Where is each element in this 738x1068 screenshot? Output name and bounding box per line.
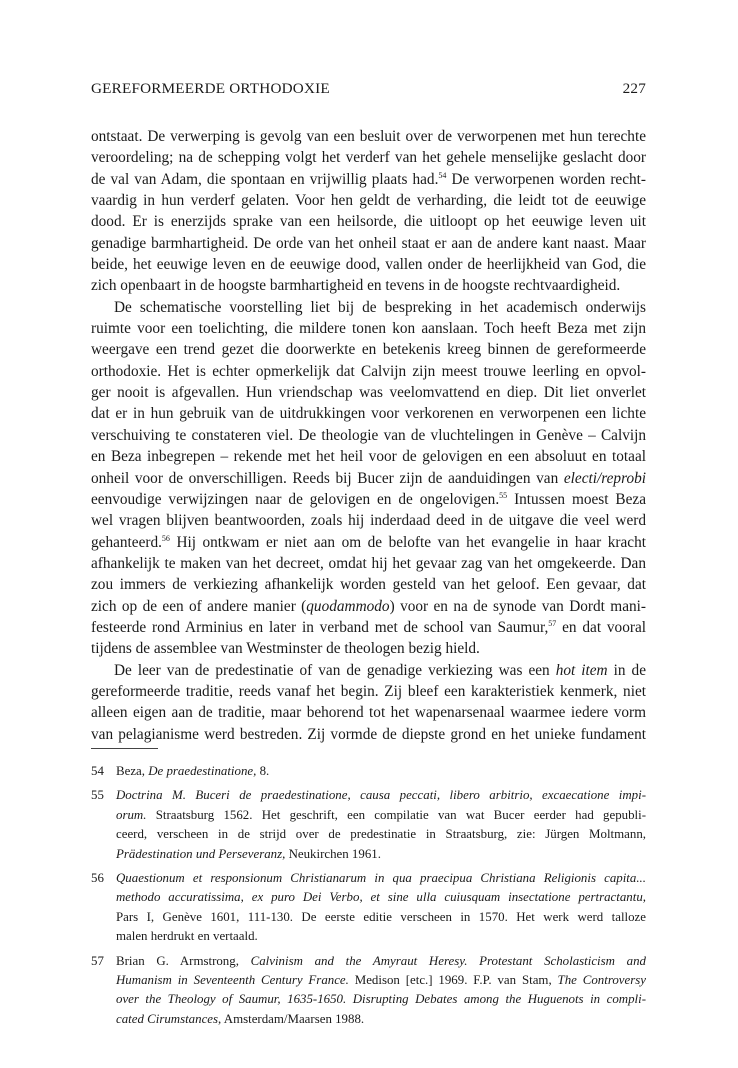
footnote-number: 56 xyxy=(91,870,104,885)
text-line xyxy=(91,553,646,574)
footnote-57 xyxy=(91,952,646,1030)
text-line xyxy=(91,681,646,702)
footnote-ref: 56 xyxy=(161,533,170,543)
text-run: verschuiving te constateren viel. De theologie van de vluchtelingen in Genève – Calvijn xyxy=(91,426,646,444)
text-run: wel vragen blijven beantwoorden, zoals hij inderdaad deed in de uitgave die veel werd xyxy=(91,512,646,530)
footnote-separator xyxy=(91,748,158,749)
text-run: van pelagianisme werd bestreden. Zij vormde de diepste grond en het unieke fundament xyxy=(91,725,646,743)
text-line xyxy=(91,446,646,467)
italic-text: over the Theology of Saumur, 1635-1650. Disrupting Debates among the Huguenots in compli- xyxy=(116,992,646,1007)
text-run: zou immers de verkiezing afhankelijk worden gesteld van het geloof. Een gevaar, dat xyxy=(91,576,646,594)
footnote-ref: 55 xyxy=(499,490,508,500)
text-run: Hij ontkwam er niet aan om de belofte van het evangelie in haar kracht xyxy=(169,533,646,551)
text-line xyxy=(91,468,646,489)
text-line xyxy=(91,660,646,681)
text-run: Medison [etc.] 1969. F.P. van Stam, xyxy=(348,972,558,987)
text-run: gereformeerde traditie, reeds vanaf het begin. Zij bleef een karakteristiek kenmerk, niet xyxy=(91,682,646,700)
footnote-line xyxy=(116,825,646,844)
footnote-line xyxy=(116,927,646,946)
text-line xyxy=(91,233,646,254)
footnote-line xyxy=(116,786,646,805)
italic-text: hot item xyxy=(555,661,608,679)
text-run: ger nooit is afgevallen. Hun vriendschap was veelomvattend en diep. Dit liet onverlet xyxy=(91,384,646,402)
paragraph xyxy=(91,660,646,745)
text-run: en dat vooral xyxy=(556,618,646,636)
text-run: Intussen moest Beza xyxy=(507,490,646,508)
footnote-text xyxy=(116,786,646,864)
text-line xyxy=(91,190,646,211)
text-run: zich openbaart in de hoogste barmhartigheid en tevens in de hoogste rechtvaardigheid. xyxy=(91,277,621,295)
paragraph xyxy=(91,297,646,660)
italic-text: Humanism in Seventeenth Century France. xyxy=(116,972,349,987)
text-run: ontstaat. De verwerping is gevolg van een besluit over de verworpenen met hun terechte xyxy=(91,128,646,145)
italic-text: Doctrina M. Buceri de praedestinatione, causa peccati, libero arbitrio, excaecatione impi- xyxy=(116,788,646,803)
italic-text: orum. xyxy=(116,807,147,822)
italic-text: methodo accuratissima, ex puro Dei Verbo, et sine ulla cuiusquam insectatione pertractantu, xyxy=(116,890,646,905)
text-run: malen herdrukt en vertaald. xyxy=(116,929,258,944)
text-line xyxy=(91,489,646,510)
text-run: eenvoudige verwijzingen naar de gelovigen en de ongelovigen. xyxy=(91,490,500,508)
running-title: GEREFORMEERDE ORTHODOXIE xyxy=(91,80,330,97)
text-line xyxy=(91,382,646,403)
text-run: 8. xyxy=(256,764,270,778)
footnote-ref: 57 xyxy=(548,618,557,628)
footnote-55 xyxy=(91,786,646,864)
footnote-56 xyxy=(91,869,646,947)
text-run: en Beza inbegrepen – rekende met het heil voor de gelovigen en een absoluut en totaal xyxy=(91,448,646,466)
text-run: de val van Adam, die spontaan en vrijwillig plaats had. xyxy=(91,170,439,188)
paragraph xyxy=(91,126,646,297)
footnotes xyxy=(91,762,646,1034)
footnote-line xyxy=(116,806,646,825)
text-line xyxy=(91,617,646,638)
text-run: Brian G. Armstrong, xyxy=(116,953,251,968)
italic-text: electi/reprobi xyxy=(563,469,646,487)
text-line xyxy=(91,211,646,232)
footnote-line xyxy=(116,888,646,907)
text-line xyxy=(91,318,646,339)
text-run: dat er in hun gebruik van de uitdrukkingen voor verkorenen en verworpenen een lichte xyxy=(91,405,646,423)
italic-text: Prädestination und Perseveranz, xyxy=(116,846,286,861)
footnote-line xyxy=(116,990,646,1009)
footnote-line xyxy=(116,1010,646,1029)
footnote-text xyxy=(116,869,646,947)
text-line xyxy=(91,510,646,531)
footnote-number: 54 xyxy=(91,764,104,778)
text-line xyxy=(91,147,646,168)
text-run: orthodoxie. Het is echter opmerkelijk dat Calvijn zijn meest trouwe leerling en opvol- xyxy=(91,362,646,380)
text-run: afhankelijk te maken van het decreet, omdat hij het gevaar zag van het omgekeerde. Dan xyxy=(91,554,646,572)
text-line xyxy=(91,297,646,318)
text-run: Straatsburg 1562. Het geschrift, een compilatie van wat Bucer eerder had gepubli- xyxy=(146,807,646,822)
text-run: gehanteerd. xyxy=(91,533,162,551)
text-run: veroordeling; na de schepping volgt het verderf van het gehele menselijke geslacht door xyxy=(91,149,646,167)
footnote-number: 57 xyxy=(91,953,104,968)
text-line xyxy=(91,702,646,723)
text-run: ceerd, verscheen in de strijd over de predestinatie in Straatsburg, zie: Jürgen Moltmann, xyxy=(116,827,646,842)
text-run: ruimte voor een toelichting, die mildere tonen kon aanslaan. Toch heeft Beza met zijn xyxy=(91,320,646,338)
footnote-line xyxy=(116,762,646,781)
footnote-line xyxy=(116,908,646,927)
text-run: zich op de een of andere manier ( xyxy=(91,597,307,615)
text-run: Neukirchen 1961. xyxy=(285,846,381,861)
footnote-ref: 54 xyxy=(438,170,447,180)
text-run: , Amsterdam/Maarsen 1988. xyxy=(218,1011,365,1026)
footnote-54 xyxy=(91,762,646,781)
text-line xyxy=(91,126,646,147)
text-line xyxy=(91,596,646,617)
text-run: alleen eigen aan de traditie, maar behorend tot het wapenarsenaal waarmee iedere vorm xyxy=(91,704,646,722)
text-run: onheil voor de onverschilligen. Reeds bij Bucer zijn de aanduidingen van xyxy=(91,469,564,487)
text-line xyxy=(91,339,646,360)
text-run: De leer van de predestinatie of van de genadige verkiezing was een xyxy=(114,661,556,679)
footnote-line xyxy=(116,952,646,971)
text-run: weergave een trend gezet die doorwerkte en betekenis kreeg binnen de gereformeerde xyxy=(91,341,646,359)
text-run: ) voor en na de synode van Dordt mani- xyxy=(389,597,646,615)
italic-text: quodammodo xyxy=(306,597,390,615)
italic-text: Quaestionum et responsionum Christianarum in qua praecipua Christiana Religionis capita... xyxy=(116,870,646,885)
text-line xyxy=(91,275,646,296)
text-run: genadige barmhartigheid. De orde van het onheil staat er aan de andere kant naast. Maar xyxy=(91,234,646,252)
text-run: Beza, xyxy=(116,764,149,778)
footnote-line xyxy=(116,869,646,888)
text-run: tijdens de assemblee van Westminster de theologen bezig hield. xyxy=(91,640,480,658)
text-line xyxy=(91,638,646,659)
text-line xyxy=(91,361,646,382)
text-run: Pars I, Genève 1601, 111-130. De eerste editie verscheen in 1570. Het werk werd talloze xyxy=(116,909,646,924)
running-header xyxy=(91,80,646,100)
text-line xyxy=(91,403,646,424)
text-run: De schematische voorstelling liet bij de bespreking in het academisch onderwijs xyxy=(114,298,646,316)
body-text xyxy=(91,126,646,745)
text-run: beide, het eeuwige leven en de eeuwige dood, vallen onder de heerlijkheid van God, die xyxy=(91,256,646,274)
text-line xyxy=(91,574,646,595)
italic-text: Calvinism and the Amyraut Heresy. Protestant Scholasticism and xyxy=(250,953,646,968)
page-number: 227 xyxy=(622,80,646,97)
footnote-line xyxy=(116,971,646,990)
italic-text: The Controversy xyxy=(557,972,646,987)
text-run: vaardig in hun verderf gelaten. Voor hen geldt de verharding, die leidt tot de eeuwige xyxy=(91,192,646,210)
text-run: in de xyxy=(607,661,646,679)
text-line xyxy=(91,532,646,553)
text-line xyxy=(91,254,646,275)
text-line xyxy=(91,169,646,190)
text-run: De verworpenen worden recht- xyxy=(446,170,646,188)
text-line xyxy=(91,724,646,745)
italic-text: cated Cirumstances xyxy=(116,1011,219,1026)
text-run: dood. Er is enerzijds sprake van een heilsorde, die uitloopt op het eeuwige leven uit xyxy=(91,213,646,231)
footnote-line xyxy=(116,845,646,864)
footnote-text xyxy=(116,952,646,1030)
footnote-text xyxy=(116,762,646,781)
text-line xyxy=(91,425,646,446)
italic-text: De praedestinatione, xyxy=(148,764,257,778)
text-run: festeerde rond Arminius en later in verband met de school van Saumur, xyxy=(91,618,549,636)
footnote-number: 55 xyxy=(91,788,104,803)
